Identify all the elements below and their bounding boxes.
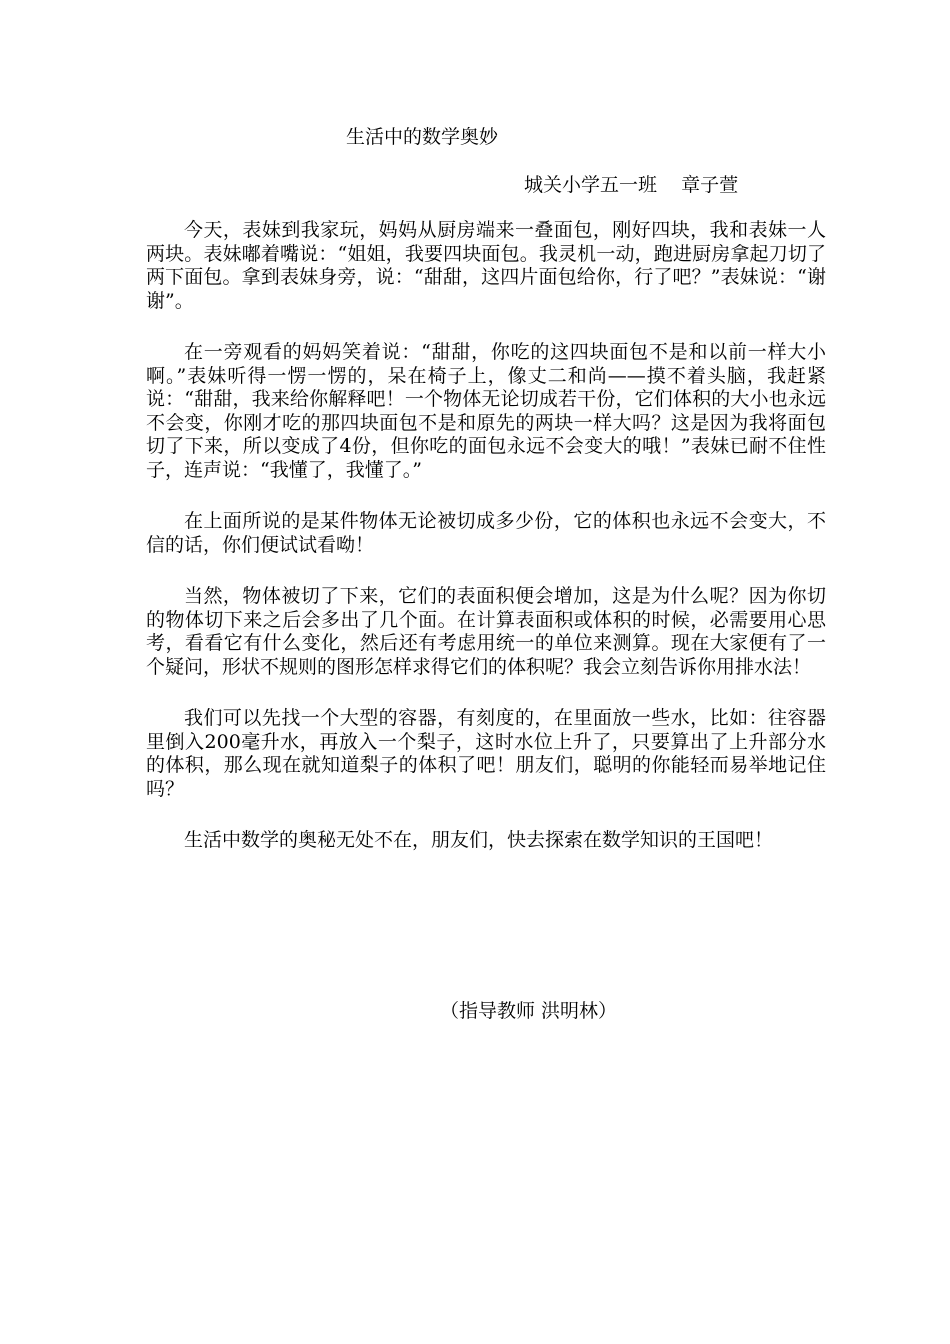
paragraph-5: 我们可以先找一个大型的容器，有刻度的，在里面放一些水，比如：往容器里倒入200毫升水，再放入一个梨子，这时水位上升了，只要算出了上升部分水的体积，那么现在就知道梨子的体积了吧！朋友们，聪明的你能轻而易举地记住吗？ xyxy=(146,707,826,800)
article-title: 生活中的数学奥妙 xyxy=(346,126,499,148)
paragraph-2: 在一旁观看的妈妈笑着说：“甜甜，你吃的这四块面包不是和以前一样大小啊。”表妹听得一愣一愣的，呆在椅子上，像丈二和尚——摸不着头脑，我赶紧说：“甜甜，我来给你解释吧！一个物体无论切成若干份，它们体积的大小也永远不会变，你刚才吃的那四块面包不是和原先的两块一样大吗？这是因为我将面包切了下来，所以变成了4份，但你吃的面包永远不会变大的哦！”表妹已耐不住性子，连声说：“我懂了，我懂了。” xyxy=(146,341,826,481)
paragraph-1: 今天，表妹到我家玩，妈妈从厨房端来一叠面包，刚好四块，我和表妹一人两块。表妹嘟着嘴说：“姐姐，我要四块面包。我灵机一动，跑进厨房拿起刀切了两下面包。拿到表妹身旁，说：“甜甜，这四片面包给你，行了吧？”表妹说：“谢谢”。 xyxy=(146,219,826,312)
advisor-signature: （指导教师 洪明林） xyxy=(440,1000,618,1022)
article-body xyxy=(146,219,826,881)
author-byline: 城关小学五一班 章子萱 xyxy=(524,174,739,196)
paragraph-6: 生活中数学的奥秘无处不在，朋友们，快去探索在数学知识的王国吧！ xyxy=(184,829,774,851)
paragraph-3: 在上面所说的是某件物体无论被切成多少份，它的体积也永远不会变大，不信的话，你们便试试看呦！ xyxy=(146,510,826,556)
paragraph-4: 当然，物体被切了下来，它们的表面积便会增加，这是为什么呢？因为你切的物体切下来之后会多出了几个面。在计算表面积或体积的时候，必需要用心思考，看看它有什么变化，然后还有考虑用统一的单位来测算。现在大家便有了一个疑问，形状不规则的图形怎样求得它们的体积呢？我会立刻告诉你用排水法！ xyxy=(146,585,826,678)
